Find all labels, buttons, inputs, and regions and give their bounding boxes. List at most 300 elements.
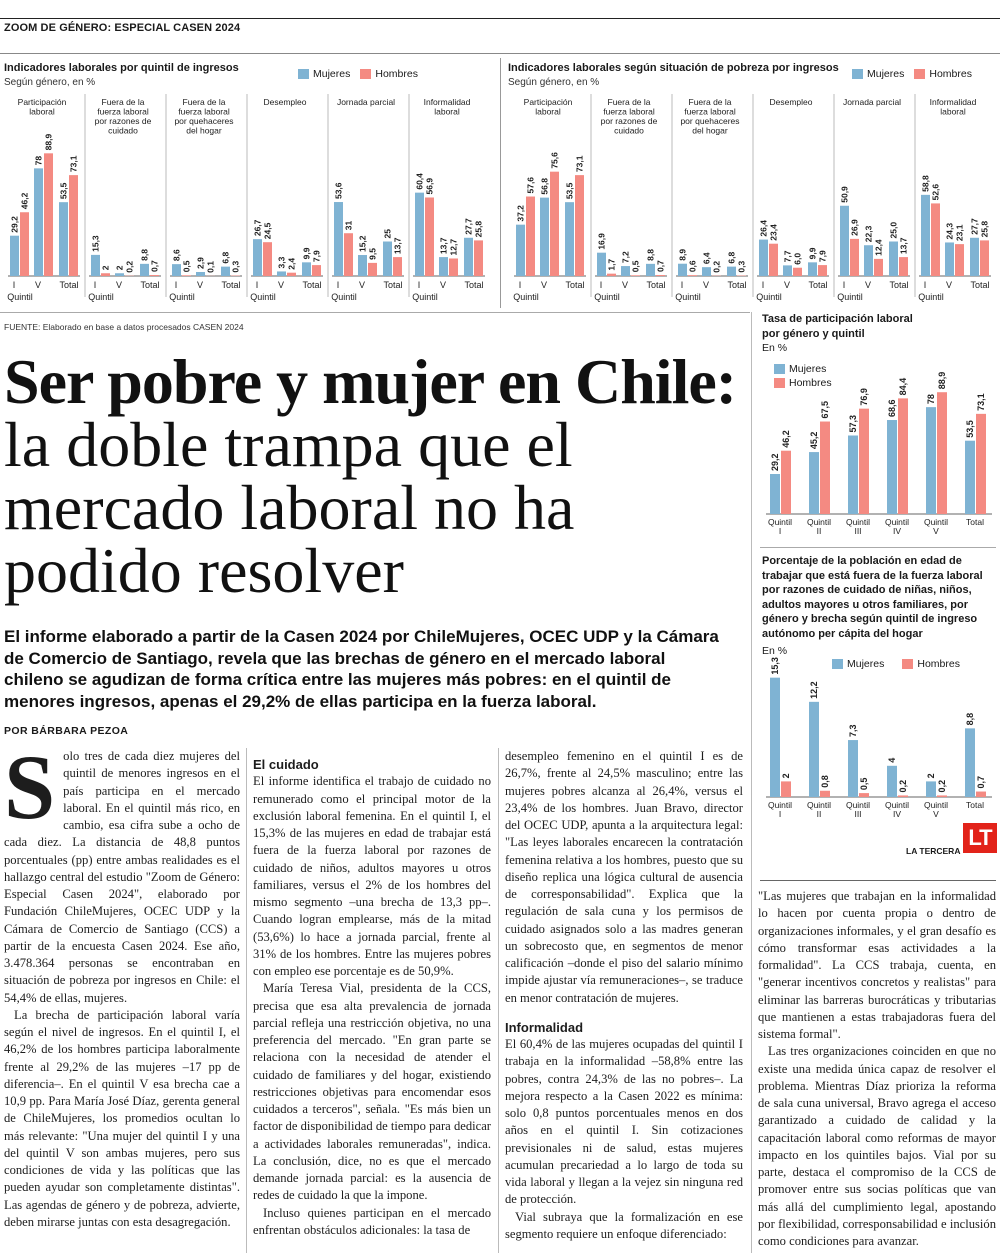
data-label: 12,7 [448, 238, 459, 256]
group-label: Fuera de la [688, 97, 732, 107]
paragraph: El informe identifica el trabajo de cuidado no remunerado como el principal motor de la exclusión laboral femenina. En el quintil I, el 15,3% de las mujeres en edad de trabajar está fuera de la fuerza laboral por razones de cuidado de niños, adultos mayores u otros familiares, versus el 2% de los hombres del mismo segmento –una brecha de 13,3 pp–. Cuando logran emplearse, más de la mitad (53,6%) lo hace a jornada parcial, frente al 31% de los hombres. Entre las mujeres pobres con empleo ese porcentaje es de 50,9%. [253, 774, 491, 978]
top-rule [0, 18, 1000, 19]
legend-swatch-mujeres [298, 69, 309, 79]
tick-label: Quintil [767, 800, 793, 810]
bar-hombres [344, 233, 353, 276]
column-divider [751, 312, 752, 1253]
bar-mujeres [887, 420, 897, 514]
brand-logo: LT [963, 823, 997, 853]
axis-label: Quintil [412, 292, 438, 302]
group-label: Jornada parcial [336, 97, 396, 107]
group-label: Participación [17, 97, 67, 107]
paragraph: La brecha de participación laboral varía según el nivel de ingresos. En el quintil I, el 46,2% de los hombres participa laboralmente frente al 29,2% de las mujeres –17 pp de diferencia–. En el quintil V esa brecha cae a 10,9 pp. Para María José Díaz, gerenta general de ChileMujeres, los promedios ocultan lo más relevante: "Una mujer del quintil I y una del quintil V son ambas mujeres, pero sus condiciones de vida y las políticas que las pueden ayudar son completamente distintas". Las agendas de género y de pobreza, advierte, deben mirarse juntas con esta desagregación. [4, 1007, 240, 1229]
data-label: 15,3 [770, 657, 780, 675]
tick-label: I [761, 280, 765, 290]
axis-label: Quintil [250, 292, 276, 302]
chart4-title [762, 554, 998, 641]
data-label: 0,5 [630, 260, 641, 273]
data-label: 29,2 [770, 453, 780, 471]
headline-bold: Ser pobre y mujer en Chile: [4, 346, 737, 417]
group-label: cuidado [614, 125, 644, 136]
tick-label: III [854, 526, 862, 536]
deck: El informe elaborado a partir de la Casen 2024 por ChileMujeres, OCEC UDP y la Cámara de Comercio de Santiago, revela que las brechas de género en el mercado laboral chileno se agudizan de forma crítica entre las mujeres más pobres: en el quintil de menores ingresos, apenas el 29,2% de ellas participa en la fuerza laboral. [4, 627, 719, 711]
bar-hombres [312, 265, 321, 276]
bar-mujeres [334, 202, 343, 276]
bar-hombres [550, 172, 559, 276]
chart2-legend [852, 68, 972, 80]
data-label: 26,7 [252, 219, 263, 237]
tick-label: V [439, 280, 447, 290]
chart2-title: Indicadores laborales según situación de pobreza por ingresos [508, 62, 839, 74]
bar-mujeres [358, 255, 367, 276]
tick-label: I [923, 280, 927, 290]
axis-label: Quintil [918, 292, 944, 302]
dropcap: S [4, 736, 56, 838]
tick-label: Total [889, 280, 909, 290]
data-label: 0,5 [181, 260, 192, 273]
section-tag: ZOOM DE GÉNERO: ESPECIAL CASEN 2024 [4, 22, 241, 34]
data-label: 0,2 [898, 779, 908, 793]
bar-hombres [101, 273, 110, 276]
data-label: 15,3 [90, 235, 101, 252]
group-label: laboral [434, 106, 460, 117]
bar-mujeres [439, 257, 448, 276]
data-label: 0,7 [149, 260, 160, 273]
group-label: del hogar [692, 125, 728, 136]
tick-label: III [854, 809, 862, 819]
data-label: 0,2 [711, 260, 722, 273]
bar-mujeres [702, 267, 711, 276]
paragraph: Incluso quienes participan en el mercado enfrentan obstáculos adicionales: la tasa de [253, 1205, 491, 1237]
data-label: 78 [33, 155, 44, 166]
tick-label: II [816, 809, 822, 819]
bar-mujeres [848, 740, 858, 797]
data-label: 75,6 [549, 152, 560, 169]
tick-label: I [417, 280, 421, 290]
data-label: 2 [114, 265, 125, 271]
chart-source: FUENTE: Elaborado en base a datos procesados CASEN 2024 [4, 322, 244, 332]
source-rule [0, 312, 750, 313]
data-label: 53,5 [58, 182, 69, 200]
axis-label: Quintil [331, 292, 357, 302]
bar-mujeres [597, 253, 606, 276]
tick-label: IV [892, 526, 902, 536]
data-label: 2,9 [195, 257, 206, 269]
tick-label: Quintil [884, 800, 910, 810]
group-label: fuerza laboral [603, 106, 655, 117]
tick-label: Total [808, 280, 828, 290]
tick-label: I [599, 280, 603, 290]
bar-hombres [44, 153, 53, 276]
data-label: 6,8 [726, 251, 737, 264]
data-label: 67,5 [820, 400, 830, 419]
data-label: 0,3 [230, 260, 241, 273]
data-label: 84,4 [898, 377, 908, 396]
data-label: 8,8 [139, 249, 150, 261]
legend-label-mujeres: Mujeres [847, 658, 885, 670]
bar-mujeres [848, 435, 858, 514]
data-label: 0,7 [655, 260, 666, 273]
axis-label: Quintil [7, 292, 33, 302]
tick-label: V [933, 809, 939, 819]
legend-swatch-hombres [914, 69, 925, 79]
legend-label-mujeres: Mujeres [313, 68, 351, 80]
bar-mujeres [809, 702, 819, 797]
tick-label: Quintil [806, 517, 832, 527]
bar-hombres [631, 275, 640, 276]
legend-swatch-hombres [902, 659, 913, 669]
data-label: 53,6 [333, 182, 344, 200]
tick-label: Total [646, 280, 666, 290]
data-label: 26,9 [849, 219, 860, 236]
bar-mujeres [115, 273, 124, 276]
data-label: 7,9 [311, 250, 322, 263]
data-label: 0,2 [937, 779, 947, 793]
legend-label-hombres: Hombres [375, 68, 418, 80]
paragraph: María Teresa Vial, presidenta de la CCS, precisa que esa alta prevalencia de jornada parcial refleja una restricción objetiva, no una preferencia del mercado. "En gran parte se relaciona con la necesidad de atender el cuidado de familiares y del hogar, existiendo restricciones objetivas para encomendar esos cuidados a terceros", señala. "Es más bien un factor de disponibilidad de tiempo para dedicar a actividades laborales remuneradas", indica. La conclusión, dice, no es que el mercado demande jornada parcial: es la ausencia de redes de cuidado la que la impone. [253, 981, 491, 1203]
data-label: 0,3 [736, 260, 747, 273]
tick-label: V [115, 280, 123, 290]
axis-label: Quintil [594, 292, 620, 302]
tick-label: I [518, 280, 522, 290]
data-label: 57,6 [525, 176, 536, 194]
bar-mujeres [809, 452, 819, 514]
chart4-title-line: trabajar que está fuera de la fuerza laboral [762, 569, 983, 582]
bar-hombres [850, 239, 859, 276]
bar-mujeres [759, 240, 768, 276]
data-label: 45,2 [809, 431, 819, 450]
data-label: 0,7 [976, 776, 986, 789]
data-label: 9,9 [807, 247, 818, 260]
bar-hombres [425, 197, 434, 276]
axis-label: Quintil [88, 292, 114, 302]
data-label: 56,9 [424, 177, 435, 195]
data-label: 26,4 [758, 220, 769, 237]
data-label: 12,2 [809, 681, 819, 699]
bar-mujeres [221, 267, 230, 276]
chart4-title-line: por razones de cuidado de niñas, niños, [762, 584, 972, 596]
chart2-plot [512, 92, 1000, 304]
bar-hombres [931, 203, 940, 276]
tick-label: Quintil [845, 517, 871, 527]
headline-light: la doble trampa que el mercado laboral no ha podido resolver [4, 409, 575, 606]
tick-label: Total [383, 280, 403, 290]
subheading-cuidado: El cuidado [253, 757, 319, 772]
group-label: cuidado [108, 125, 138, 136]
group-label: Informalidad [423, 97, 471, 107]
group-label: por quehaceres [174, 116, 234, 126]
chart-divider [500, 58, 501, 308]
data-label: 27,7 [969, 218, 980, 235]
data-label: 2 [781, 773, 791, 779]
section-rule [0, 53, 1000, 54]
bar-hombres [859, 409, 869, 514]
data-label: 53,5 [564, 182, 575, 200]
paragraph: desempleo femenino en el quintil I es de 26,7%, frente al 24,5% masculino; entre las mujeres pobres alcanza al 26,4%, versus el 23,4% de los hombres. Juan Bravo, director del OCEC UDP, apunta a la arquitectura legal: "Las leyes laborales encarecen la contratación femenina relativa a los hombres, puesto que su diseño replica una lógica cultural de ausencia de corresponsabilidad". Explica que la regulación de sala cuna y los permisos de cuidado asignados solo a las madres generan un sobrecosto que, en segmentos de menor calificación –donde el piso del salario mínimo impide ajustar vía remuneraciones–, se traduce en menor contratación de mujeres. [505, 749, 743, 1005]
column-divider [246, 748, 247, 1253]
chart4-title-line: Porcentaje de la población en edad de [762, 555, 962, 567]
data-label: 0,2 [124, 260, 135, 273]
data-label: 6,4 [701, 252, 712, 265]
bar-hombres [976, 414, 986, 514]
article-column-3 [505, 748, 743, 1243]
bar-mujeres [91, 255, 100, 276]
chart1-subtitle: Según género, en % [4, 77, 96, 88]
data-label: 9,5 [367, 248, 378, 260]
bar-hombres [526, 197, 535, 276]
data-label: 0,5 [859, 777, 869, 791]
bar-hombres [474, 240, 483, 276]
tick-label: V [933, 526, 939, 536]
data-label: 31 [343, 220, 354, 231]
bar-hombres [781, 451, 791, 514]
data-label: 73,1 [574, 155, 585, 173]
data-label: 9,9 [301, 247, 312, 260]
data-label: 25,0 [888, 221, 899, 239]
tick-label: V [702, 280, 710, 290]
byline: POR BÁRBARA PEZOA [4, 725, 129, 737]
tick-label: Total [140, 280, 160, 290]
data-label: 22,3 [863, 225, 874, 243]
bar-hombres [656, 275, 665, 276]
bar-mujeres [34, 168, 43, 276]
data-label: 6,0 [792, 252, 803, 265]
chart3-title [762, 312, 913, 341]
axis-label: Quintil [756, 292, 782, 302]
chart3-plot [760, 360, 996, 540]
paragraph: Vial subraya que la formalización en ese segmento requiere un enfoque diferenciado: [505, 1209, 743, 1241]
bar-mujeres [646, 264, 655, 276]
data-label: 29,2 [9, 216, 20, 233]
tick-label: IV [892, 809, 902, 819]
data-label: 27,7 [463, 218, 474, 235]
tick-label: V [358, 280, 366, 290]
bar-hombres [575, 175, 584, 276]
paragraph: El 60,4% de las mujeres ocupadas del quintil I trabaja en la informalidad –58,8% entre las pobres, contra 24,3% de las no pobres–. La mejora respecto a la Casen 2022 es mínima: solo 0,8 puntos porcentuales menos en dos años en el quintil I. Sin cotizaciones previsionales ni de salud, estas mujeres acumulan precariedad a lo largo de toda su vida laboral y llegan a la vejez sin ninguna red de protección. [505, 1037, 743, 1207]
legend-label-hombres: Hombres [929, 68, 972, 80]
bar-hombres [859, 793, 869, 797]
bar-hombres [899, 257, 908, 276]
article-column-4 [758, 888, 996, 1250]
data-label: 60,4 [414, 173, 425, 190]
data-label: 37,2 [515, 205, 526, 222]
tick-label: Quintil [845, 800, 871, 810]
bar-mujeres [783, 265, 792, 276]
data-label: 0,8 [820, 775, 830, 788]
bar-hombres [368, 263, 377, 276]
bar-mujeres [926, 407, 936, 514]
data-label: 7,9 [817, 250, 828, 263]
bar-mujeres [970, 238, 979, 276]
chart2-subtitle: Según género, en % [508, 77, 600, 88]
bar-mujeres [516, 225, 525, 276]
bar-mujeres [464, 238, 473, 276]
group-label: Desempleo [769, 97, 813, 107]
bar-mujeres [887, 766, 897, 797]
tick-label: I [778, 809, 782, 819]
tick-label: I [12, 280, 16, 290]
data-label: 58,8 [920, 175, 931, 192]
tick-label: V [196, 280, 204, 290]
bar-hombres [980, 240, 989, 276]
legend-swatch-hombres [360, 69, 371, 79]
tick-label: V [277, 280, 285, 290]
chart4-title-line: adultos mayores u otros familiares, por [762, 598, 969, 611]
legend-label-hombres: Hombres [917, 658, 960, 670]
tick-label: I [93, 280, 97, 290]
chart3-title-line1: Tasa de participación laboral [762, 313, 913, 325]
bar-hombres [769, 244, 778, 276]
data-label: 7,7 [782, 250, 793, 263]
data-label: 13,7 [438, 237, 449, 255]
chart1-title: Indicadores laborales por quintil de ingresos [4, 62, 239, 74]
bar-mujeres [770, 474, 780, 514]
tick-label: V [621, 280, 629, 290]
tick-label: V [945, 280, 953, 290]
group-label: Informalidad [929, 97, 977, 107]
paragraph: olo tres de cada diez mujeres del quintil de menores ingresos en el país participa en el mercado laboral. En el quintil más rico, en cambio, esa cifra sube a ocho de cada diez. La distancia de 48,8 puntos porcentuales (pp) entre ambas realidades es el hallazgo central del estudio "Zoom de Género: Especial Casen 2024", elaborado por Fundación ChileMujeres, OCEC UDP y la Cámara de Comercio de Santiago (CCS) a partir de la encuesta Casen 2024. Ese año, 3.478.364 personas se encontraban en situación de pobreza por ingresos en Chile: el 54,4% de ellas, mujeres. [4, 749, 240, 1005]
data-label: 73,1 [976, 393, 986, 411]
bar-mujeres [921, 195, 930, 276]
bar-mujeres [965, 728, 975, 797]
bar-hombres [688, 275, 697, 276]
bar-mujeres [770, 678, 780, 797]
tick-label: Total [565, 280, 585, 290]
tick-label: I [680, 280, 684, 290]
chart4-title-line: género y brecha según quintil de ingreso [762, 613, 978, 625]
bar-hombres [287, 273, 296, 276]
tick-label: I [842, 280, 846, 290]
chart3-unit: En % [762, 342, 788, 354]
bar-hombres [937, 795, 947, 797]
legend-swatch-mujeres [852, 69, 863, 79]
data-label: 88,9 [937, 371, 947, 390]
bar-hombres [449, 258, 458, 276]
axis-label: Quintil [675, 292, 701, 302]
bar-mujeres [678, 264, 687, 276]
data-label: 8,8 [965, 712, 975, 726]
bar-mujeres [840, 206, 849, 276]
legend-label-mujeres: Mujeres [867, 68, 905, 80]
group-label: fuerza laboral [178, 106, 230, 117]
chart1-plot [6, 92, 494, 304]
bar-hombres [20, 212, 29, 276]
article-column-2 [253, 756, 491, 1239]
tick-label: V [864, 280, 872, 290]
axis-label: Quintil [837, 292, 863, 302]
group-label: fuerza laboral [97, 106, 149, 117]
tick-label: Total [302, 280, 322, 290]
chart4-unit: En % [762, 645, 788, 657]
data-label: 24,5 [262, 222, 273, 240]
group-label: por quehaceres [680, 116, 740, 126]
group-label: Desempleo [263, 97, 307, 107]
data-label: 46,2 [19, 192, 30, 210]
data-label: 23,1 [954, 224, 965, 242]
data-label: 2,4 [286, 257, 297, 270]
bar-mujeres [172, 264, 181, 276]
data-label: 0,6 [687, 260, 698, 273]
data-label: 7,3 [848, 724, 858, 738]
group-label: laboral [29, 106, 55, 117]
subheading-informalidad: Informalidad [505, 1019, 584, 1035]
group-label: laboral [940, 106, 966, 117]
tick-label: Quintil [884, 517, 910, 527]
data-label: 1,7 [606, 258, 617, 271]
group-label: por razones de [94, 116, 152, 126]
bar-mujeres [140, 264, 149, 276]
bar-hombres [393, 257, 402, 276]
bar-mujeres [945, 242, 954, 276]
group-label: fuerza laboral [684, 106, 736, 117]
bar-mujeres [383, 242, 392, 277]
column-divider [498, 748, 499, 1253]
data-label: 2 [100, 265, 111, 271]
data-label: 88,9 [43, 133, 54, 151]
bar-hombres [976, 792, 986, 797]
bar-hombres [781, 781, 791, 797]
brand-name: LA TERCERA [906, 846, 961, 856]
group-label: laboral [535, 106, 561, 117]
data-label: 25,8 [473, 220, 484, 238]
paragraph: "Las mujeres que trabajan en la informalidad lo hacen por cuenta propia o dentro de organizaciones informales, y el gran desafío es cómo transformar esas actividades a la formalidad". La CCS trabaja, cuenta, en "generar incentivos concretos y realistas" para eliminar las barreras burocráticas y tributarias que mantienen a estas trabajadoras fuera del sistema formal". [758, 889, 996, 1041]
tick-label: Quintil [923, 800, 949, 810]
data-label: 7,2 [620, 251, 631, 264]
bar-mujeres [277, 271, 286, 276]
group-label: Fuera de la [182, 97, 226, 107]
bar-mujeres [808, 262, 817, 276]
bar-mujeres [727, 267, 736, 276]
data-label: 8,8 [645, 249, 656, 261]
article-column-1 [4, 736, 240, 1231]
chart4-legend [832, 658, 960, 670]
bar-hombres [818, 265, 827, 276]
tick-label: I [255, 280, 259, 290]
tick-label: I [778, 526, 782, 536]
tick-label: Total [970, 280, 990, 290]
data-label: 46,2 [781, 430, 791, 448]
axis-label: Quintil [169, 292, 195, 302]
data-label: 68,6 [887, 399, 897, 418]
bar-hombres [937, 392, 947, 514]
group-label: del hogar [186, 125, 222, 136]
tick-label: V [34, 280, 42, 290]
tick-label: Total [221, 280, 241, 290]
bar-hombres [263, 242, 272, 276]
bar-hombres [150, 275, 159, 276]
headline [4, 346, 744, 606]
bar-mujeres [889, 242, 898, 277]
data-label: 3,3 [276, 256, 287, 269]
data-label: 12,4 [873, 239, 884, 256]
chart4-title-line: autónomo per cápita del hogar [762, 627, 923, 640]
group-label: Participación [523, 97, 573, 107]
data-label: 4 [887, 757, 897, 763]
data-label: 73,1 [68, 155, 79, 173]
legend-label-hombres: Hombres [789, 377, 832, 389]
data-label: 56,8 [539, 178, 550, 195]
group-label: por razones de [600, 116, 658, 126]
chart3-title-line2: por género y quintil [762, 327, 865, 340]
data-label: 6,8 [220, 251, 231, 264]
bar-hombres [793, 268, 802, 276]
chart1-legend [298, 68, 418, 80]
data-label: 50,9 [839, 186, 850, 203]
bar-mujeres [302, 262, 311, 276]
group-label: Fuera de la [607, 97, 651, 107]
bar-mujeres [565, 202, 574, 276]
sidebar-bottom-rule [760, 880, 996, 881]
